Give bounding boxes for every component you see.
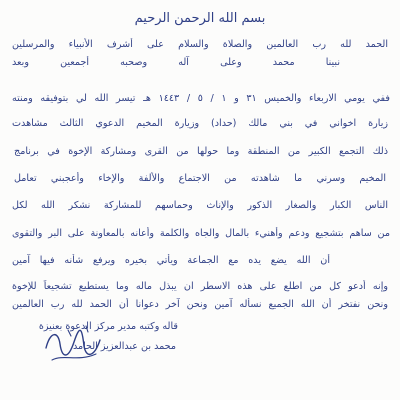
letter-line-6: المخيم وسرني ما شاهدته من الاجتماع والألفة والإخاء وأعجبني تعامل <box>14 173 386 184</box>
signature-caption: قاله وكتبه مدير مركز الدعوة بعنيزة <box>38 321 178 332</box>
letter-line-1: الحمد لله رب العالمين والصلاة والسلام على أشرف الأنبياء والمرسلين <box>12 39 388 50</box>
handwritten-signature <box>38 318 108 370</box>
letter-line-10: وإنه أدعو كل من اطلع على هذه الاسطر ان يبذل ماله وما يستطيع تشجيعاً للإخوة <box>12 281 388 292</box>
letter-line-5: ذلك التجمع الكبير من المنطقة وما حولها من القرى ومشاركة الإخوة في برنامج <box>14 146 388 157</box>
letter-line-9: أن الله يضع يده مع الجماعة ويأتي بخيره ويرفع شأنه فيها آمين <box>12 255 330 266</box>
letter-line-8: من ساهم بتشجيع ودعم وأهنيء بالمال والجاه والكلمة وأعانه بالمعاونة على البر والتقوى <box>12 228 390 239</box>
signer-name: محمد بن عبدالعزيز الحامد <box>72 341 176 352</box>
letter-line-3: ففي يومي الاربعاء والخميس ٣١ و ١ / ٥ / ١٤٤٣ هـ تيسر الله لي بتوفيقه ومنته <box>12 93 390 104</box>
letter-line-4: زيارة اخواني في بني مالك (حداد) وزيارة المخيم الدعوي الثالث مشاهدت <box>12 118 388 129</box>
letter-line-7: الناس الكبار والصغار الذكور والإناث وحماسهم للمشاركة نشكر الله لكل <box>12 200 388 211</box>
letter-line-11: ونحن نفتخر أن الله الجميع نسأله آمين ونحن آخر دعوانا أن الحمد لله رب العالمين <box>12 299 388 310</box>
letter-line-2: نبينا محمد وعلى آله وصحبه أجمعين وبعد <box>12 57 340 68</box>
bismillah-heading: بسم الله الرحمن الرحيم <box>134 12 266 26</box>
